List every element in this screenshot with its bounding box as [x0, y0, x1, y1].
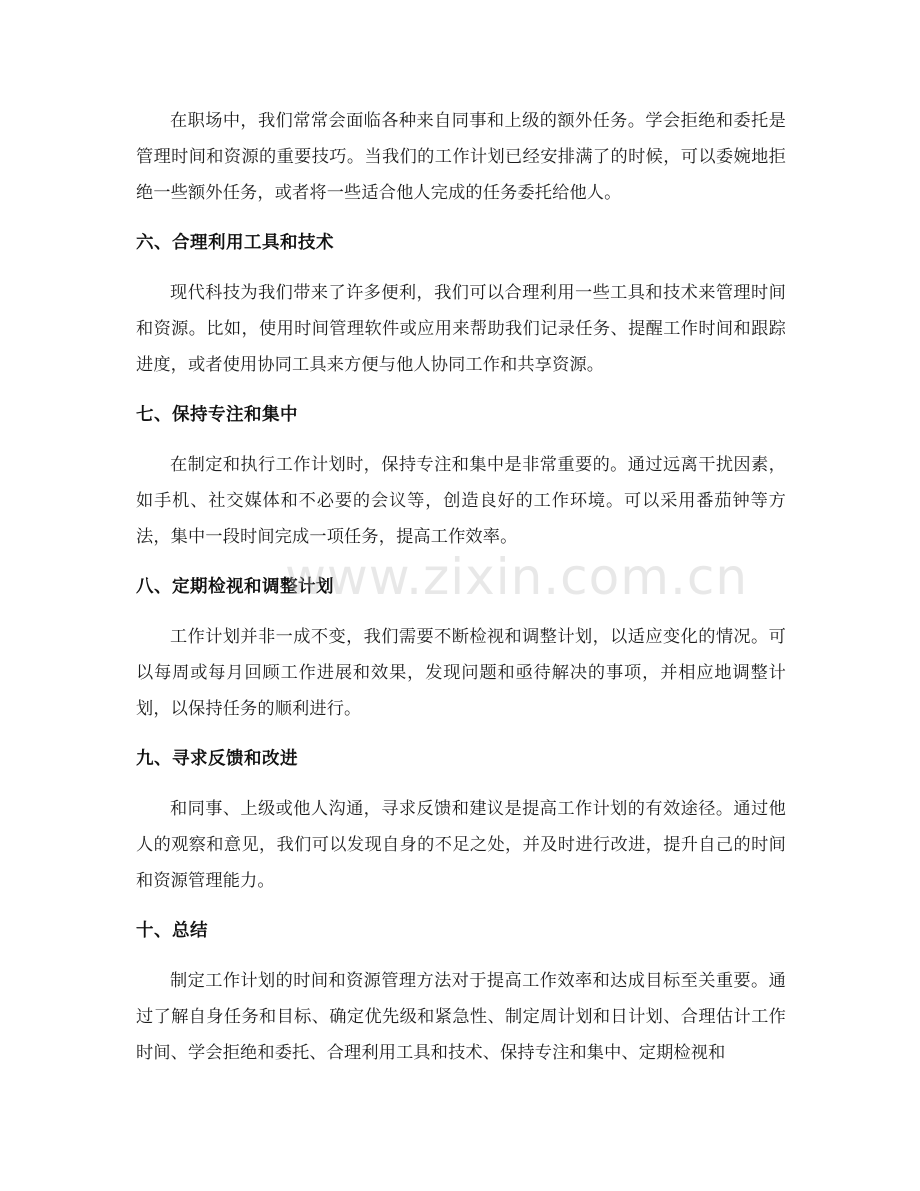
spacer [136, 727, 786, 741]
spacer [136, 555, 786, 569]
paragraph-feedback: 和同事、上级或他人沟通，寻求反馈和建议是提高工作计划的有效途径。通过他人的观察和意见，我们可以发现自身的不足之处，并及时进行改进，提升自己的时间和资源管理能力。 [136, 799, 786, 891]
document-content [136, 103, 786, 1071]
heading-tools-and-technology: 六、合理利用工具和技术 [136, 233, 334, 253]
spacer [136, 777, 786, 791]
heading-focus: 七、保持专注和集中 [136, 405, 298, 425]
spacer [136, 383, 786, 397]
spacer [136, 949, 786, 963]
spacer [136, 433, 786, 447]
spacer [136, 605, 786, 619]
heading-feedback: 九、寻求反馈和改进 [136, 749, 298, 769]
spacer [136, 899, 786, 913]
watermark-text: www.zixin.com.cn [285, 548, 749, 606]
spacer [136, 261, 786, 275]
paragraph-tools-and-technology: 现代科技为我们带来了许多便利，我们可以合理利用一些工具和技术来管理时间和资源。比如，使用时间管理软件或应用来帮助我们记录任务、提醒工作时间和跟踪进度，或者使用协同工具来方便与他人协同工作和共享资源。 [136, 283, 786, 375]
paragraph-focus: 在制定和执行工作计划时，保持专注和集中是非常重要的。通过远离干扰因素，如手机、社交媒体和不必要的会议等，创造良好的工作环境。可以采用番茄钟等方法，集中一段时间完成一项任务，提高工作效率。 [136, 455, 786, 547]
paragraph-review-and-adjust: 工作计划并非一成不变，我们需要不断检视和调整计划，以适应变化的情况。可以每周或每月回顾工作进展和效果，发现问题和亟待解决的事项，并相应地调整计划，以保持任务的顺利进行。 [136, 627, 786, 719]
spacer [136, 211, 786, 225]
paragraph-delegation: 在职场中，我们常常会面临各种来自同事和上级的额外任务。学会拒绝和委托是管理时间和资源的重要技巧。当我们的工作计划已经安排满了的时候，可以委婉地拒绝一些额外任务，或者将一些适合他人完成的任务委托给他人。 [136, 111, 786, 203]
heading-summary: 十、总结 [136, 921, 208, 941]
paragraph-summary: 制定工作计划的时间和资源管理方法对于提高工作效率和达成目标至关重要。通过了解自身任务和目标、确定优先级和紧急性、制定周计划和日计划、合理估计工作时间、学会拒绝和委托、合理利用工具和技术、保持专注和集中、定期检视和 [136, 971, 786, 1063]
heading-review-and-adjust: 八、定期检视和调整计划 [136, 577, 334, 597]
